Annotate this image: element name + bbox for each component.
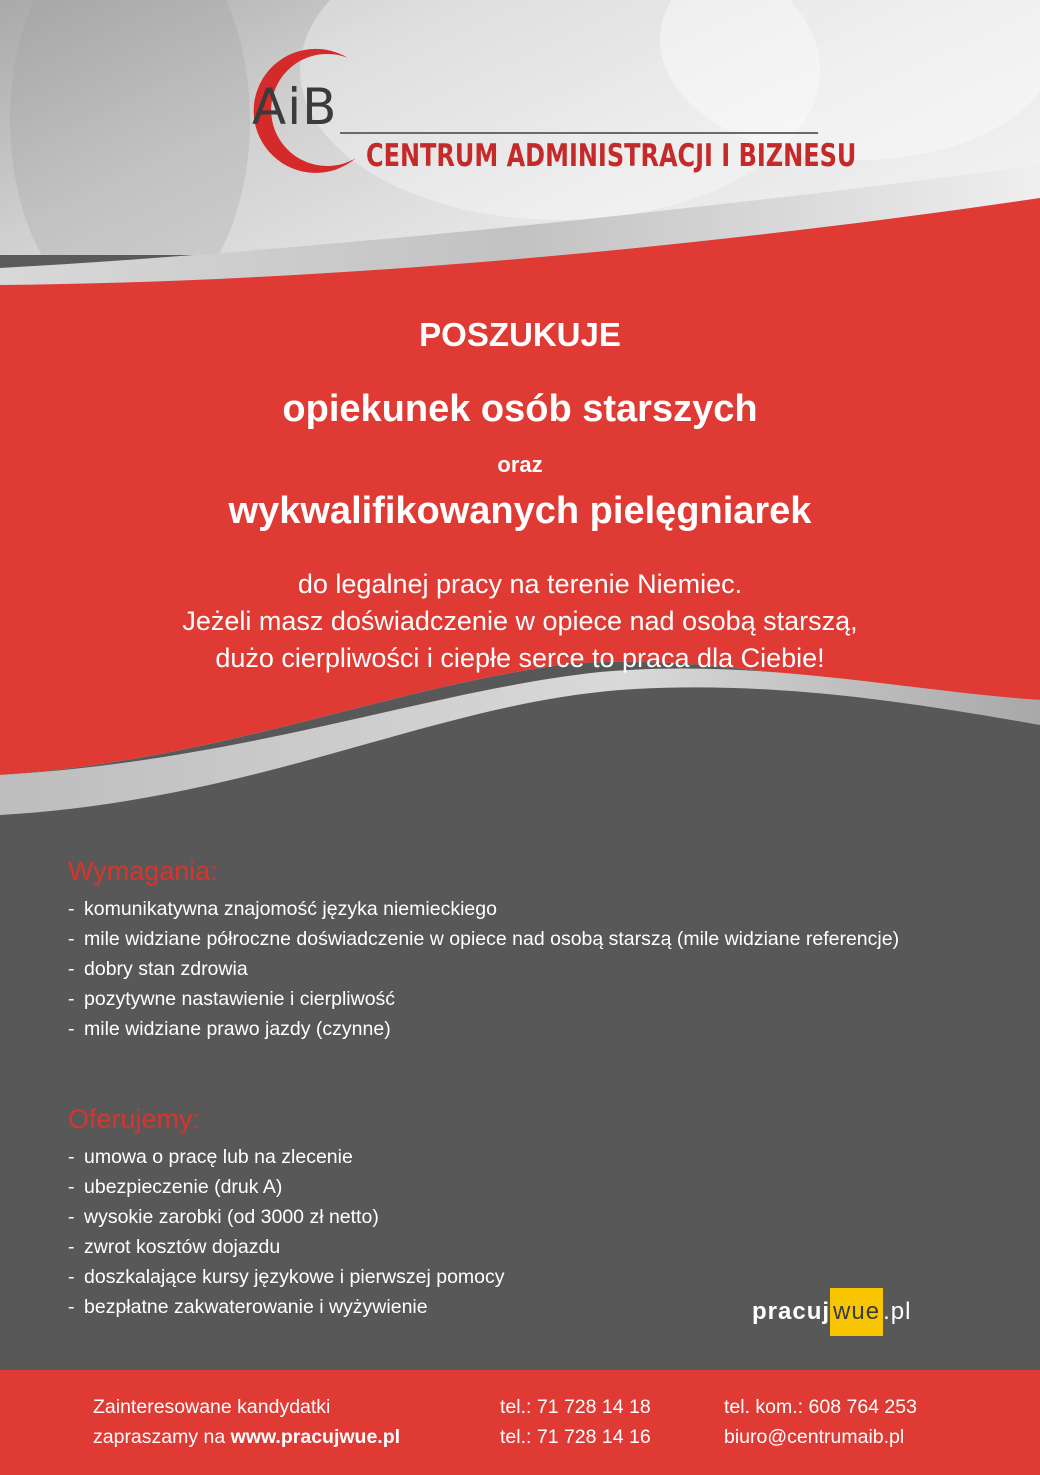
brand-part-3: .pl <box>883 1298 912 1325</box>
footer-contacts <box>724 1392 917 1452</box>
footer-phone-1[interactable]: tel.: 71 728 14 18 <box>500 1396 651 1418</box>
logo-divider <box>340 132 818 134</box>
footer-email[interactable]: biuro@centrumaib.pl <box>724 1426 905 1448</box>
hero-position-1: opiekunek osób starszych <box>282 388 758 430</box>
offer-item: - umowa o pracę lub na zlecenie <box>68 1146 353 1168</box>
requirement-item: - komunikatywna znajomość języka niemieckiego <box>68 898 497 920</box>
footer-bar <box>0 1370 1040 1475</box>
footer-invite-line2: zapraszamy na www.pracujwue.pl <box>93 1426 401 1448</box>
requirement-item: - mile widziane półroczne doświadczenie w opiece nad osobą starszą (mile widziane referencje) <box>68 928 900 950</box>
requirement-item: - mile widziane prawo jazdy (czynne) <box>68 1018 391 1040</box>
requirement-item: - dobry stan zdrowia <box>68 958 248 980</box>
hero-position-2: wykwalifikowanych pielęgniarek <box>228 490 812 532</box>
hero-description-line: do legalnej pracy na terenie Niemiec. <box>297 569 743 599</box>
offer-item: - bezpłatne zakwaterowanie i wyżywienie <box>68 1296 428 1318</box>
requirements-title: Wymagania: <box>68 856 218 886</box>
requirement-item: - pozytywne nastawienie i cierpliwość <box>68 988 396 1010</box>
logo-company-name: CENTRUM ADMINISTRACJI I BIZNESU <box>366 138 857 174</box>
offer-title: Oferujemy: <box>68 1104 201 1134</box>
hero-kicker: POSZUKUJE <box>419 316 621 353</box>
offer-item: - doszkalające kursy językowe i pierwszej pomocy <box>68 1266 505 1288</box>
hero-description-line: dużo cierpliwości i ciepłe serce to praca dla Ciebie! <box>215 643 825 673</box>
brand-part-1: pracuj <box>752 1298 831 1325</box>
offer-item: - ubezpieczenie (druk A) <box>68 1176 283 1198</box>
footer-mobile[interactable]: tel. kom.: 608 764 253 <box>724 1396 917 1418</box>
hero-conjunction: oraz <box>497 452 543 477</box>
hero-description <box>0 566 1040 677</box>
offer-item: - wysokie zarobki (od 3000 zł netto) <box>68 1206 379 1228</box>
offer-item: - zwrot kosztów dojazdu <box>68 1236 281 1258</box>
hero-description-line: Jeżeli masz doświadczenie w opiece nad osobą starszą, <box>182 606 858 636</box>
pracujwue-logo <box>752 1288 911 1336</box>
footer-invite-line1: Zainteresowane kandydatki <box>93 1396 331 1418</box>
brand-part-2: wue <box>830 1288 883 1336</box>
footer-phones <box>500 1392 651 1452</box>
footer-invite <box>93 1392 400 1452</box>
footer-phone-2[interactable]: tel.: 71 728 14 16 <box>500 1426 651 1448</box>
logo-abbreviation: AiB <box>252 78 338 136</box>
footer-website-link[interactable]: www.pracujwue.pl <box>230 1426 401 1448</box>
requirements-list <box>68 894 938 1044</box>
